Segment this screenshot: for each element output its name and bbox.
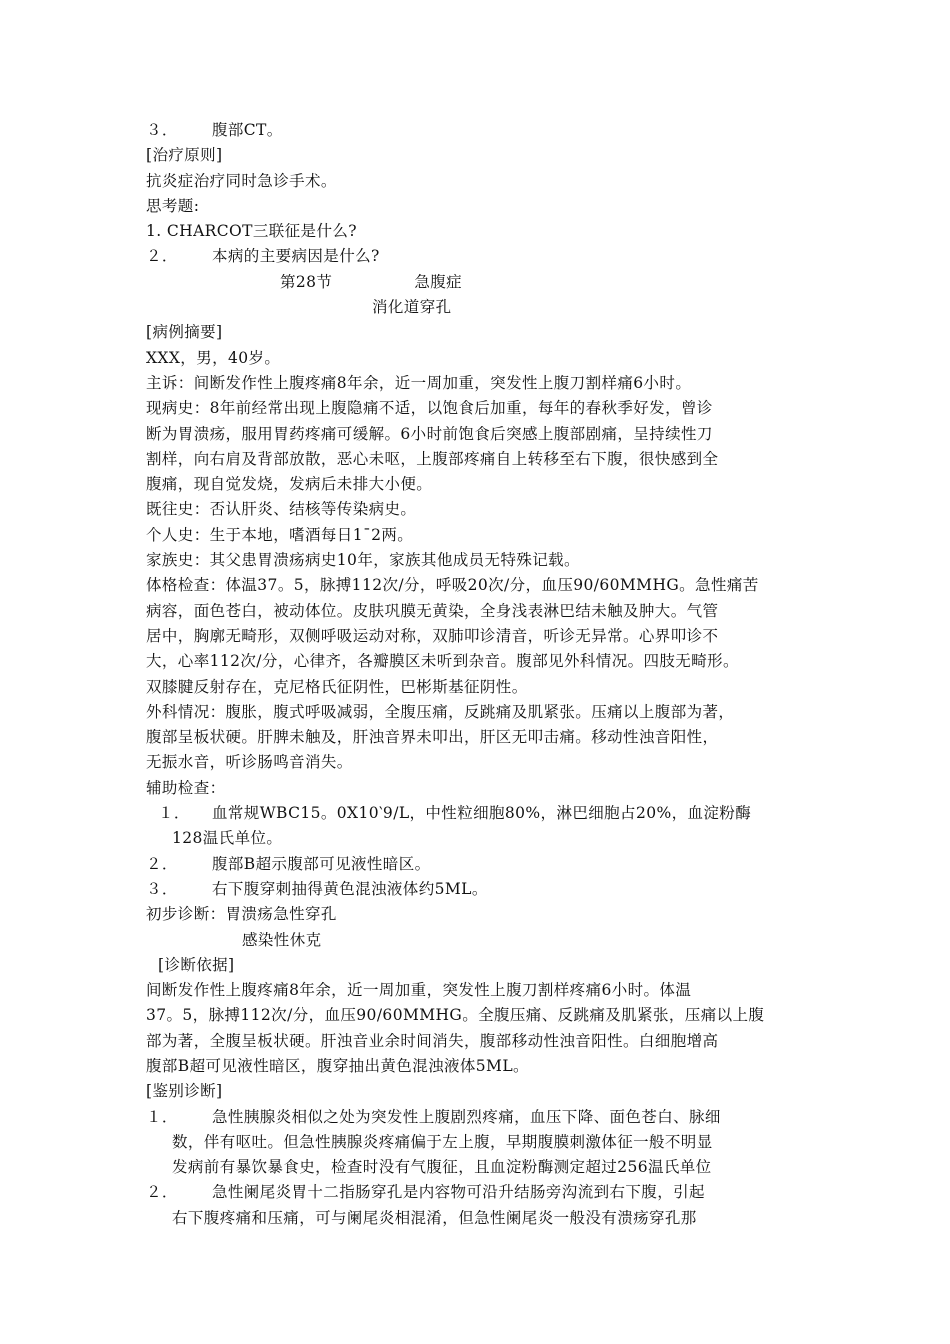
paragraph-line: 腹部B超可见液性暗区，腹穿抽出黄色混浊液体5ML。 (146, 1056, 529, 1075)
section-heading: 辅助检查： (146, 778, 226, 797)
paragraph-line: 部为著，全腹呈板状硬。肝浊音业余时间消失，腹部移动性浊音阳性。白细胞增高 (146, 1031, 719, 1050)
list-item: １． 血常规WBC15。0X10‵9/L，中性粒细胞80%，淋巴细胞占20%，血淀粉酶 (158, 804, 752, 823)
list-item: ２． 腹部B超示腹部可见液性暗区。 (146, 854, 431, 873)
list-item: ２． 急性阑尾炎胃十二指肠穿孔是内容物可沿升结肠旁沟流到右下腹，引起 (146, 1183, 705, 1202)
list-item-continuation: 右下腹疼痛和压痛，可与阑尾炎相混淆，但急性阑尾炎一般没有溃疡穿孔那 (172, 1208, 697, 1227)
list-item: 1. CHARCOT三联征是什么? (146, 222, 357, 241)
paragraph-line: 既往史：否认肝炎、结核等传染病史。 (146, 500, 417, 519)
paragraph-line: 居中，胸廓无畸形，双侧呼吸运动对称，双肺叩诊清音，听诊无异常。心界叩诊不 (146, 626, 719, 645)
document-page (146, 118, 816, 1231)
list-item-continuation: 数，伴有呕吐。但急性胰腺炎疼痛偏于左上腹，早期腹膜刺激体征一般不明显 (172, 1132, 713, 1151)
chapter-title: 第28节 急腹症 (280, 272, 463, 291)
list-item: ３． 右下腹穿刺抽得黄色混浊液体约5ML。 (146, 879, 488, 898)
list-item-continuation: 128温氏单位。 (172, 829, 283, 848)
section-heading: [鉴别诊断] (146, 1082, 223, 1101)
paragraph-line: 无振水音，听诊肠鸣音消失。 (146, 753, 353, 772)
list-item: １． 急性胰腺炎相似之处为突发性上腹剧烈疼痛，血压下降、面色苍白、脉细 (146, 1107, 721, 1126)
section-title: 消化道穿孔 (372, 298, 452, 317)
section-heading: [病例摘要] (146, 323, 223, 342)
paragraph-line: 病容，面色苍白，被动体位。皮肤巩膜无黄染，全身浅表淋巴结未触及肿大。气管 (146, 601, 719, 620)
paragraph-line: 家族史：其父患胃溃疡病史10年，家族其他成员无特殊记载。 (146, 551, 580, 570)
section-heading: [治疗原则] (146, 146, 223, 165)
paragraph-line: 腹痛，现自觉发烧，发病后未排大小便。 (146, 475, 433, 494)
paragraph-line: 腹部呈板状硬。肝脾未触及，肝浊音界未叩出，肝区无叩击痛。移动性浊音阳性， (146, 728, 719, 747)
list-item-continuation: 发病前有暴饮暴食史，检查时没有气腹征，且血淀粉酶测定超过256温氏单位 (172, 1158, 712, 1177)
paragraph-line: 间断发作性上腹疼痛8年余，近一周加重，突发性上腹刀割样疼痛6小时。体温 (146, 981, 692, 1000)
paragraph-line: 37。5，脉搏112次/分，血压90/60MMHG。全腹压痛、反跳痛及肌紧张，压痛以上腹 (146, 1006, 765, 1025)
paragraph-line: 抗炎症治疗同时急诊手术。 (146, 171, 337, 190)
paragraph-line: 体格检查：体温37。5，脉搏112次/分，呼吸20次/分，血压90/60MMHG。急性痛苦 (146, 576, 759, 595)
section-heading: 思考题: (146, 196, 200, 215)
paragraph-line: 初步诊断：胃溃疡急性穿孔 (146, 905, 337, 924)
paragraph-line: 外科情况：腹胀，腹式呼吸减弱，全腹压痛，反跳痛及肌紧张。压痛以上腹部为著， (146, 702, 735, 721)
paragraph-line: 双膝腱反射存在，克尼格氏征阴性，巴彬斯基征阴性。 (146, 677, 528, 696)
paragraph-line: 现病史：8年前经常出现上腹隐痛不适，以饱食后加重，每年的春秋季好发，曾诊 (146, 399, 713, 418)
paragraph-line: XXX，男，40岁。 (146, 348, 281, 367)
list-item: ３． 腹部CT。 (146, 121, 283, 139)
paragraph-line: 断为胃溃疡，服用胃药疼痛可缓解。6小时前饱食后突感上腹部剧痛，呈持续性刀 (146, 424, 713, 443)
paragraph-line: 感染性休克 (242, 930, 322, 949)
paragraph-line: 主诉：间断发作性上腹疼痛8年余，近一周加重，突发性上腹刀割样痛6小时。 (146, 373, 692, 392)
list-item: ２． 本病的主要病因是什么? (146, 247, 380, 266)
section-heading: [诊断依据] (158, 955, 235, 974)
paragraph-line: 割样，向右肩及背部放散，恶心未呕，上腹部疼痛自上转移至右下腹，很快感到全 (146, 449, 719, 468)
paragraph-line: 个人史：生于本地，嗜酒每日1¯2两。 (146, 525, 414, 544)
paragraph-line: 大，心率112次/分，心律齐，各瓣膜区未听到杂音。腹部见外科情况。四肢无畸形。 (146, 652, 739, 671)
